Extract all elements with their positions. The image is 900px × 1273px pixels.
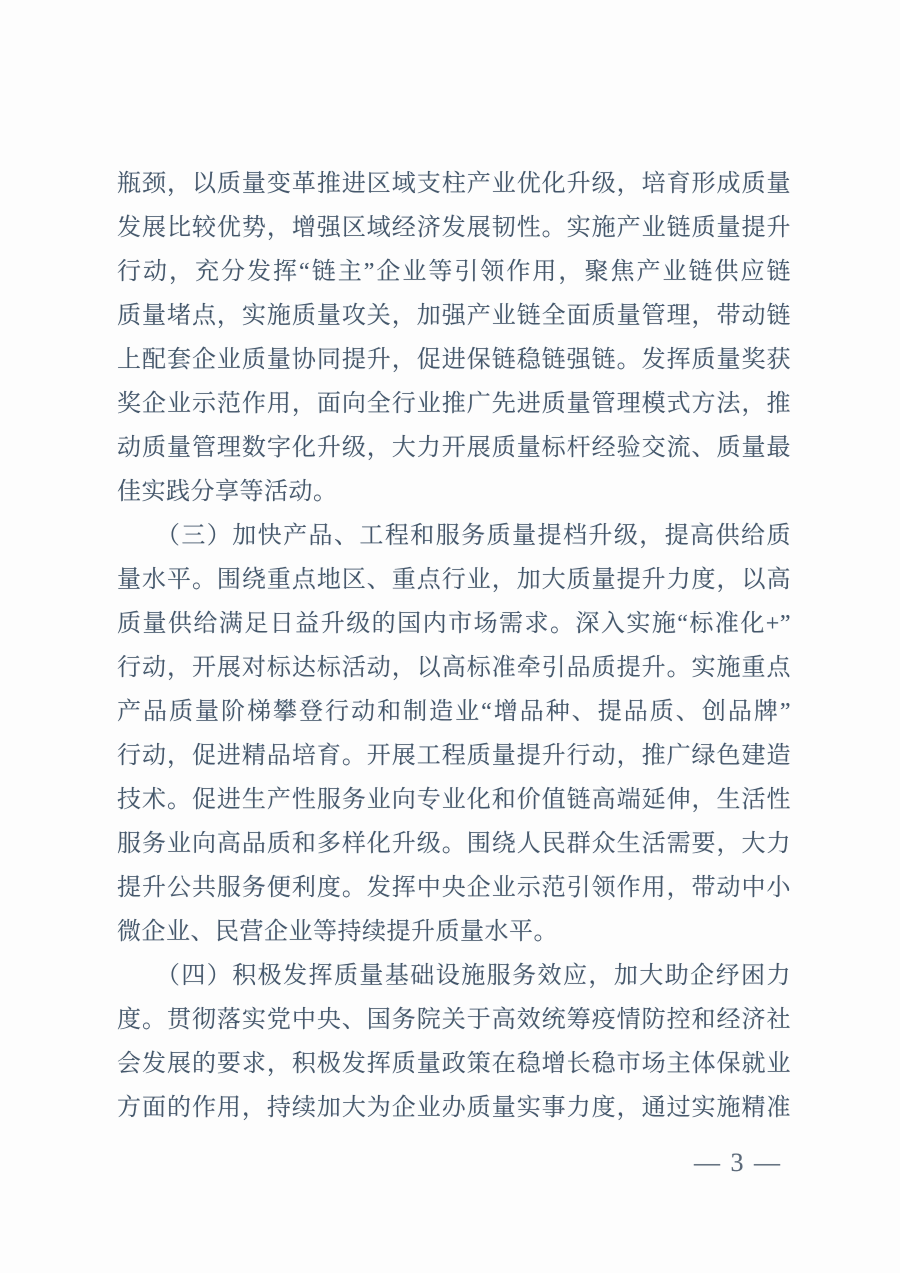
text-line: 质量供给满足日益升级的国内市场需求。深入实施“标准化+” (117, 611, 791, 637)
text-line: 行动，充分发挥“链主”企业等引领作用，聚焦产业链供应链 (117, 259, 791, 285)
text-line: 服务业向高品质和多样化升级。围绕人民群众生活需要，大力 (117, 831, 791, 857)
text-line: 技术。促进生产性服务业向专业化和价值链高端延伸，生活性 (117, 787, 791, 813)
text-line: 上配套企业质量协同提升，促进保链稳链强链。发挥质量奖获 (117, 347, 791, 373)
text-line: 行动，促进精品培育。开展工程质量提升行动，推广绿色建造 (117, 743, 791, 769)
text-line: 动质量管理数字化升级，大力开展质量标杆经验交流、质量最 (117, 435, 791, 461)
text-line: 瓶颈，以质量变革推进区域支柱产业优化升级，培育形成质量 (117, 171, 791, 197)
text-line: 发展比较优势，增强区域经济发展韧性。实施产业链质量提升 (117, 215, 791, 241)
text-line: 行动，开展对标达标活动，以高标准牵引品质提升。实施重点 (117, 655, 791, 681)
page-number: — 3 — (694, 1148, 782, 1177)
text-line-paragraph-end: 微企业、民营企业等持续提升质量水平。 (117, 919, 558, 945)
text-line-section-4-start: （四）积极发挥质量基础设施服务效应，加大助企纾困力 (117, 963, 791, 989)
text-line-section-3-start: （三）加快产品、工程和服务质量提档升级，提高供给质 (117, 523, 791, 549)
text-line: 度。贯彻落实党中央、国务院关于高效统筹疫情防控和经济社 (117, 1007, 791, 1033)
text-line: 产品质量阶梯攀登行动和制造业“增品种、提品质、创品牌” (117, 699, 791, 725)
text-line: 方面的作用，持续加大为企业办质量实事力度，通过实施精准 (117, 1095, 791, 1121)
text-line: 奖企业示范作用，面向全行业推广先进质量管理模式方法，推 (117, 391, 791, 417)
text-line: 会发展的要求，积极发挥质量政策在稳增长稳市场主体保就业 (117, 1051, 791, 1077)
text-line: 量水平。围绕重点地区、重点行业，加大质量提升力度，以高 (117, 567, 791, 593)
text-line-paragraph-end: 佳实践分享等活动。 (117, 479, 338, 505)
text-line: 质量堵点，实施质量攻关，加强产业链全面质量管理，带动链 (117, 303, 791, 329)
document-body (117, 162, 791, 1130)
text-line: 提升公共服务便利度。发挥中央企业示范引领作用，带动中小 (117, 875, 791, 901)
